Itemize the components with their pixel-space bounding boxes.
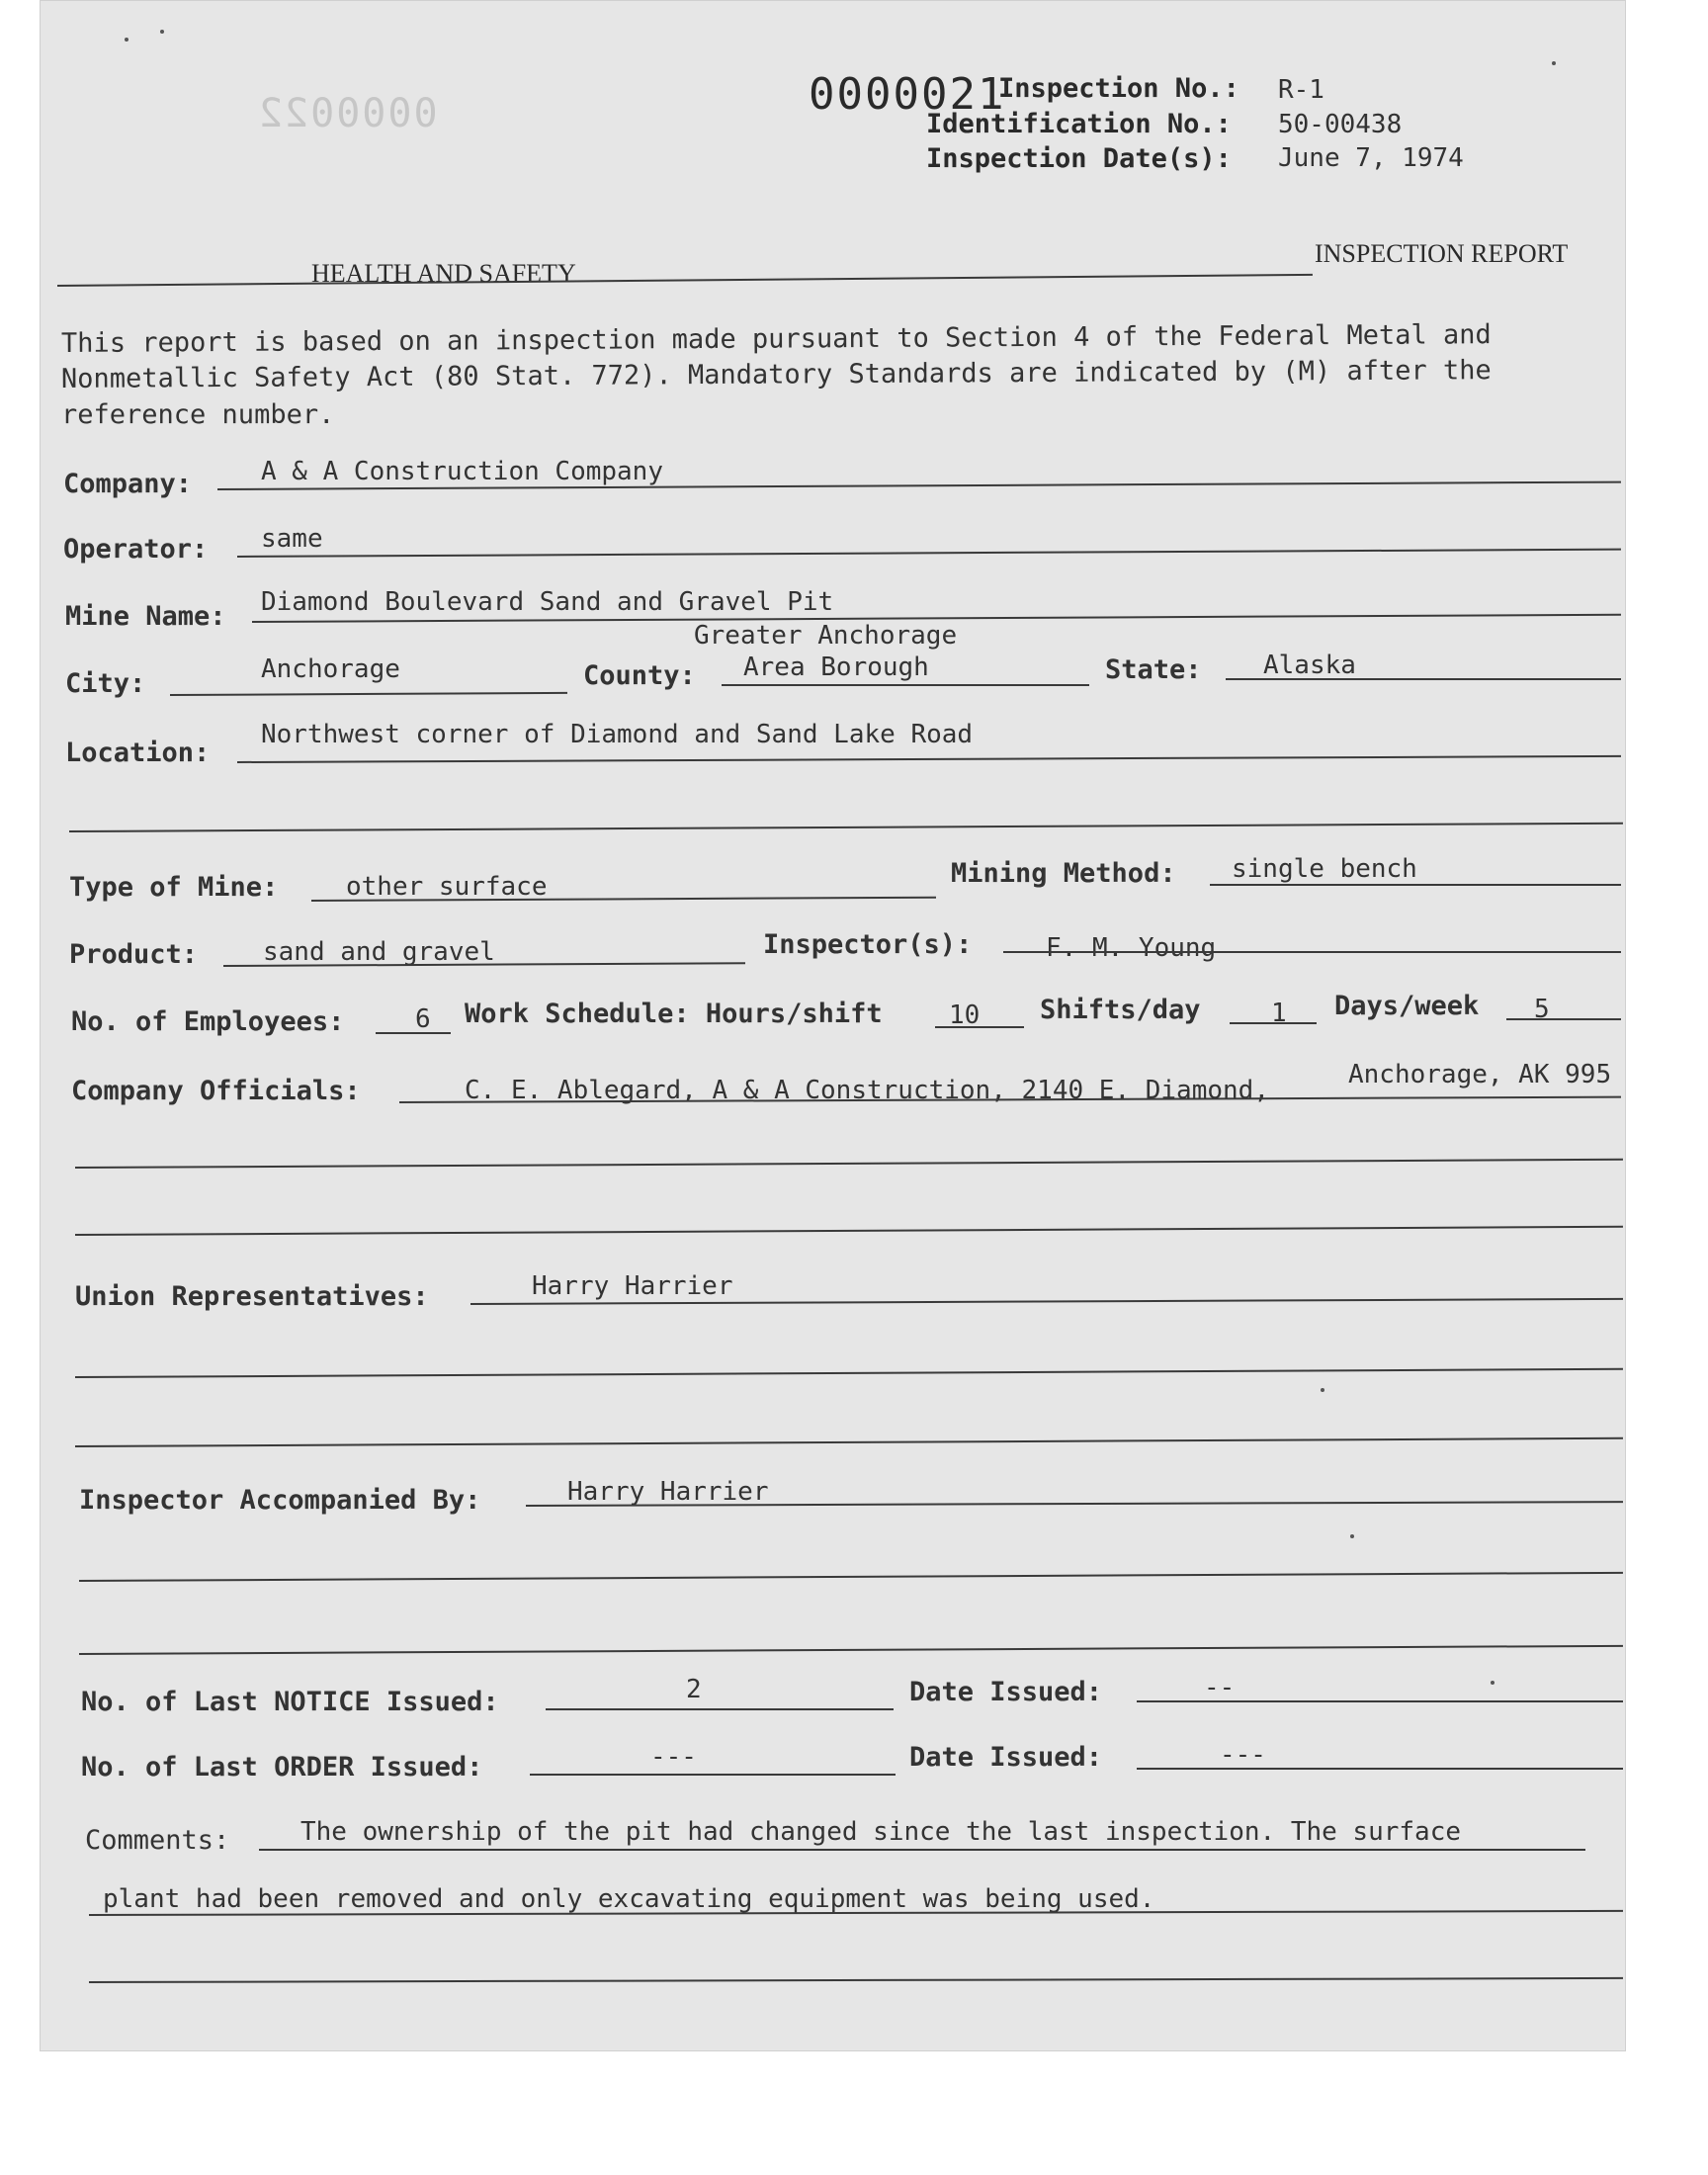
employees-underline: [376, 1032, 451, 1034]
scan-speck: [1350, 1534, 1354, 1538]
comments-line-1: The ownership of the pit had changed since the last inspection. The surface: [300, 1817, 1461, 1847]
company-officials-label: Company Officials:: [71, 1076, 361, 1106]
mine-name-value: Diamond Boulevard Sand and Gravel Pit: [261, 587, 834, 617]
mining-method-value: single bench: [1232, 854, 1417, 884]
company-value: A & A Construction Company: [261, 457, 663, 486]
mine-name-label: Mine Name:: [65, 601, 226, 632]
title-inspection-report: INSPECTION REPORT: [1315, 239, 1569, 268]
scan-speck: [125, 38, 128, 42]
inspection-dates-value: June 7, 1974: [1278, 143, 1464, 173]
inspection-no-label: Inspection No.:: [998, 73, 1239, 104]
type-of-mine-value: other surface: [346, 872, 548, 902]
order-date-label: Date Issued:: [909, 1742, 1103, 1773]
last-order-label: No. of Last ORDER Issued:: [81, 1752, 483, 1783]
days-week-value: 5: [1534, 995, 1550, 1024]
accompanied-by-label: Inspector Accompanied By:: [79, 1485, 481, 1516]
county-underline: [722, 684, 1089, 686]
accompanied-by-value: Harry Harrier: [567, 1477, 769, 1507]
shifts-day-underline: [1230, 1022, 1317, 1024]
county-label: County:: [583, 660, 696, 691]
order-date-value: ---: [1220, 1740, 1266, 1770]
scan-speck: [1491, 1681, 1494, 1685]
comments-line-2: plant had been removed and only excavating equipment was being used.: [103, 1884, 1155, 1914]
last-notice-label: No. of Last NOTICE Issued:: [81, 1687, 499, 1717]
city-label: City:: [65, 668, 146, 699]
order-date-underline: [1137, 1768, 1623, 1770]
company-officials-value: C. E. Ablegard, A & A Construction, 2140 E. Diamond,: [465, 1076, 1269, 1105]
scan-speck: [160, 30, 164, 34]
employees-value: 6: [415, 1004, 431, 1034]
inspectors-underline: [1003, 951, 1621, 953]
hours-shift-underline: [935, 1026, 1024, 1028]
location-value: Northwest corner of Diamond and Sand Lake Road: [261, 720, 974, 749]
county-value-line-2: Area Borough: [743, 652, 929, 682]
inspection-dates-label: Inspection Date(s):: [926, 143, 1232, 174]
company-label: Company:: [63, 469, 193, 499]
union-representatives-label: Union Representatives:: [75, 1281, 429, 1312]
location-label: Location:: [65, 738, 211, 768]
comments-label: Comments:: [85, 1825, 230, 1856]
operator-value: same: [261, 524, 323, 554]
state-value: Alaska: [1263, 651, 1356, 680]
notice-date-underline: [1137, 1700, 1623, 1702]
days-week-label: Days/week: [1334, 991, 1480, 1021]
identification-no-label: Identification No.:: [926, 109, 1232, 139]
mining-method-underline: [1210, 884, 1621, 886]
notice-date-label: Date Issued:: [909, 1677, 1103, 1707]
product-label: Product:: [69, 939, 199, 970]
comments-underline: [259, 1849, 1585, 1851]
days-week-underline: [1506, 1018, 1621, 1020]
intro-line-3: reference number.: [61, 399, 335, 430]
inspectors-value: F. M. Young: [1046, 933, 1217, 963]
shifts-day-label: Shifts/day: [1040, 995, 1201, 1025]
mining-method-label: Mining Method:: [951, 858, 1176, 889]
intro-line-1: This report is based on an inspection made pursuant to Section 4 of the Federal Metal and: [60, 319, 1492, 359]
work-schedule-label: Work Schedule: Hours/shift: [465, 999, 883, 1029]
company-officials-value-cont: Anchorage, AK 995: [1348, 1060, 1612, 1089]
product-value: sand and gravel: [263, 937, 495, 967]
bleed-through-number: 0000022: [257, 91, 438, 136]
inspection-no-value: R-1: [1278, 75, 1324, 105]
scan-speck: [1321, 1388, 1324, 1392]
last-order-value: ---: [650, 1742, 697, 1772]
last-order-underline: [530, 1774, 896, 1776]
union-representatives-value: Harry Harrier: [532, 1271, 733, 1301]
intro-line-2: Nonmetallic Safety Act (80 Stat. 772). Mandatory Standards are indicated by (M) after the: [60, 355, 1492, 394]
city-value: Anchorage: [261, 654, 400, 684]
hours-shift-value: 10: [949, 1000, 981, 1030]
county-value-line-1: Greater Anchorage: [694, 621, 958, 651]
employees-label: No. of Employees:: [71, 1006, 345, 1037]
operator-label: Operator:: [63, 534, 209, 565]
last-notice-value: 2: [686, 1675, 702, 1704]
identification-no-value: 50-00438: [1278, 110, 1403, 139]
type-of-mine-label: Type of Mine:: [69, 872, 279, 903]
last-notice-underline: [546, 1708, 894, 1710]
stamp-number: 0000021: [809, 69, 1006, 120]
inspectors-label: Inspector(s):: [763, 929, 973, 960]
scan-speck: [1552, 61, 1556, 65]
title-health-safety: HEALTH AND SAFETY: [311, 259, 576, 288]
shifts-day-value: 1: [1271, 999, 1287, 1028]
state-underline: [1226, 678, 1621, 680]
state-label: State:: [1105, 654, 1202, 685]
notice-date-value: --: [1204, 1673, 1236, 1702]
